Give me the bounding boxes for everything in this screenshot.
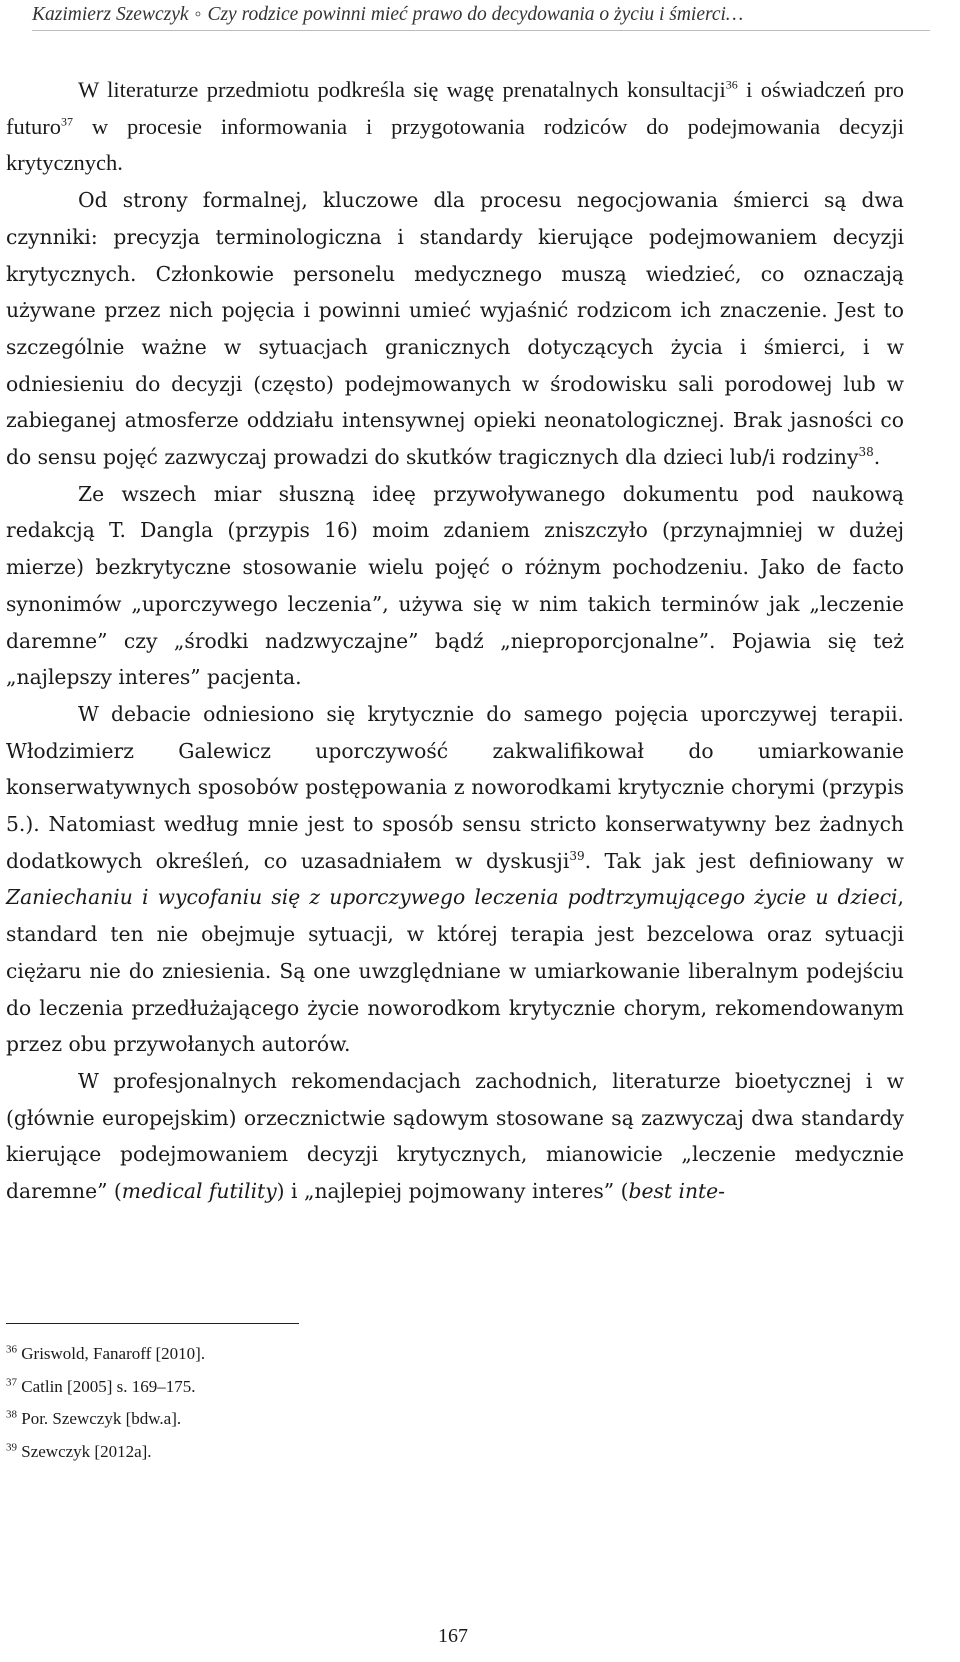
footnote-ref-38[interactable]: 38 bbox=[858, 445, 874, 460]
footnote-number: 37 bbox=[6, 1375, 17, 1388]
footnote-divider bbox=[6, 1323, 299, 1324]
term-best-interest: best inte- bbox=[628, 1179, 726, 1204]
footnote-ref-39[interactable]: 39 bbox=[569, 849, 585, 863]
footnote-number: 36 bbox=[6, 1343, 17, 1356]
paragraph-4-text-3: , standard ten nie obejmuje sytuacji, w której terapia jest bezcelowa oraz sytuacji ciężaru nie do zniesienia. Są one uwzględniane w umiarkowanie liberalnym podejściu do leczenia przedłużającego życie noworodkom krytycznie chorym, rekomendowanym przez obu przywołanych autorów. bbox=[6, 885, 904, 1057]
paragraph-4-text: W debacie odniesiono się krytycznie do samego pojęcia uporczywej terapii. Włodzimierz Galewicz uporczywość zakwalifikował do umiarkowanie konserwatywnych sposobów postępowania z noworodkami krytycznie chorymi (przypis 5.). Natomiast według mnie jest to sposób sensu stricto konserwatywny bez żadnych dodatkowych określeń, co uzasadniałem w dyskusji bbox=[6, 701, 904, 873]
footnote-text: Catlin [2005] s. 169–175. bbox=[17, 1376, 196, 1396]
footnote-text: Griswold, Fanaroff [2010]. bbox=[17, 1344, 206, 1363]
paragraph-2 bbox=[6, 182, 904, 476]
paragraph-4-text-2: . Tak jak jest definiowany w bbox=[584, 848, 904, 873]
paragraph-3 bbox=[6, 476, 904, 696]
paragraph-3-text: Ze wszech miar słuszną ideę przywoływanego dokumentu pod naukową redakcją T. Dangla (przypis 16) moim zdaniem zniszczyło (przynajmniej w dużej mierze) bezkrytyczne stosowanie wielu pojęć o różnym pochodzeniu. Jako de facto synonimów „uporczywego leczenia”, używa się w nim takich terminów jak „leczenie daremne” czy „środki nadzwyczajne” bądź „nieproporcjonalne”. Pojawia się też „najlepszy interes” pacjenta. bbox=[6, 481, 904, 690]
main-text bbox=[6, 72, 904, 1210]
footnotes bbox=[6, 1338, 904, 1468]
paragraph-2-text: Od strony formalnej, kluczowe dla procesu negocjowania śmierci są dwa czynniki: precyzja terminologiczna i standardy kierujące podejmowaniem decyzji krytycznych. Członkowie personelu medycznego muszą wiedzieć, co oznaczają używane przez nich pojęcia i powinni umieć wyjaśnić rodzicom ich znaczenie. Jest to szczególnie ważne w sytuacjach granicznych dotyczących życia i śmierci, i w odniesieniu do decyzji (często) podejmowanych w środowisku sali porodowej lub w zabieganej atmosferze oddziału intensywnej opieki neonatologicznej. Brak jasności co do sensu pojęć zazwyczaj prowadzi do skutków tragicznych dla dzieci lub/i rodziny bbox=[6, 188, 904, 470]
paragraph-2-text-2: . bbox=[873, 445, 881, 470]
term-medical-futility: medical futility bbox=[121, 1179, 277, 1204]
footnote-number: 38 bbox=[6, 1408, 17, 1421]
running-header bbox=[32, 0, 930, 31]
footnote-37 bbox=[6, 1371, 904, 1404]
paragraph-4 bbox=[6, 696, 904, 1063]
page-number: 167 bbox=[438, 1625, 468, 1647]
paragraph-5-text-2: ) i „najlepiej pojmowany interes” ( bbox=[276, 1179, 629, 1204]
footnote-ref-36[interactable]: 36 bbox=[725, 77, 738, 92]
cited-title: Zaniechaniu i wycofaniu się z uporczywego leczenia podtrzymującego życie u dzieci bbox=[6, 885, 898, 910]
paragraph-5-text: W profesjonalnych rekomendacjach zachodnich, literaturze bioetycznej i w (głównie europejskim) orzecznictwie sądowym stosowane są zazwyczaj dwa standardy kierujące podejmowaniem decyzji krytycznych, mianowicie „leczenie medycznie daremne” ( bbox=[6, 1068, 904, 1204]
paragraph-1-text-3: w procesie informowania i przygotowania rodziców do podejmowania decyzji krytycznych. bbox=[6, 113, 904, 176]
footnote-number: 39 bbox=[6, 1440, 17, 1453]
paragraph-1-text: W literaturze przedmiotu podkreśla się wagę prenatalnych konsultacji bbox=[78, 77, 726, 102]
paragraph-1 bbox=[6, 72, 904, 182]
footnote-ref-37[interactable]: 37 bbox=[61, 114, 73, 129]
footnote-text: Szewczyk [2012a]. bbox=[17, 1441, 152, 1461]
header-author: Kazimierz Szewczyk bbox=[32, 4, 189, 25]
footnote-text: Por. Szewczyk [bdw.a]. bbox=[17, 1409, 182, 1428]
footnote-38 bbox=[6, 1403, 904, 1436]
paragraph-5 bbox=[6, 1063, 904, 1210]
footnote-36 bbox=[6, 1338, 904, 1371]
paragraph-1-text-2: i oświadczeń pro futuro bbox=[6, 77, 904, 139]
header-separator: ◦ bbox=[194, 4, 202, 25]
header-title: Czy rodzice powinni mieć prawo do decydowania o życiu i śmierci… bbox=[207, 4, 744, 25]
footnote-39 bbox=[6, 1436, 904, 1469]
